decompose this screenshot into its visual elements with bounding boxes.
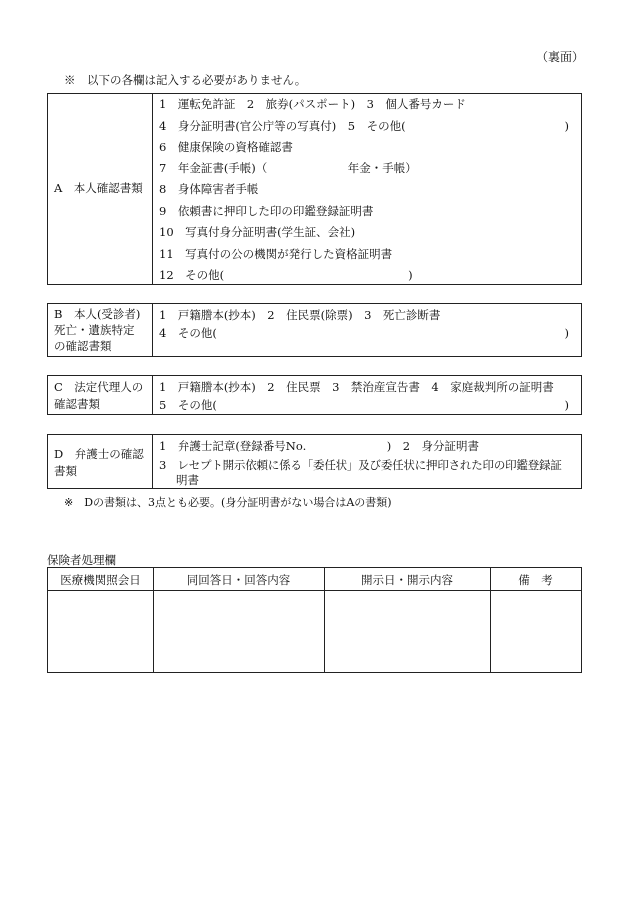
section-a-item-4: 7 年金証書(手帳)（ 年金・手帳） [159,161,417,175]
section-a-item-3: 6 健康保険の資格確認書 [159,140,293,154]
processing-header-reply: 同回答日・回答内容 [186,573,291,587]
section-c-legal-representative-documents [47,375,582,415]
insurer-processing-title: 保険者処理欄 [47,553,116,567]
section-c-item-1: 1 戸籍謄本(抄本) 2 住民票 3 禁治産宣告書 4 家庭裁判所の証明書 [159,380,554,394]
section-d-item-2: 3 レセプト開示依頼に係る「委任状」及び委任状に押印された印の印鑑登録証 [159,458,562,472]
section-c-label-line-1: C 法定代理人の [54,380,144,394]
section-a-item-6: 9 依頼書に押印した印の印鑑登録証明書 [159,204,374,218]
section-a-identity-documents [47,93,582,285]
section-b-label-line-2: 死亡・遺族特定 [54,323,135,337]
section-b-death-documents [47,303,582,357]
section-a-item-2 [159,118,575,134]
note-section-d-requirement: ※ Dの書類は、3点とも必要。(身分証明書がない場合はAの書類) [64,496,392,509]
section-a-item-7: 10 写真付身分証明書(学生証、会社) [159,225,356,239]
section-d-item-1: 1 弁護士記章(登録番号No. ) 2 身分証明書 [159,439,480,453]
section-d-item-2-cont: 明書 [176,473,199,487]
note-no-entry-required: ※ 以下の各欄は記入する必要がありません。 [64,73,307,87]
processing-header-remarks: 備 考 [518,573,553,587]
section-a-item-1: 1 運転免許証 2 旅券(パスポート) 3 個人番号カード [159,97,466,111]
section-a-item-5: 8 身体障害者手帳 [159,182,259,196]
processing-header-inquiry-date: 医療機関照会日 [60,573,141,587]
section-a-items [153,94,581,284]
section-a-label-cell [48,94,153,284]
section-a-item-8: 11 写真付の公の機関が発行した資格証明書 [159,247,393,261]
section-a-label: A 本人確認書類 [54,181,143,195]
section-c-label-cell [48,376,153,414]
section-b-item-1: 1 戸籍謄本(抄本) 2 住民票(除票) 3 死亡診断書 [159,308,441,322]
section-c-label-line-2: 確認書類 [54,397,100,411]
section-d-label-line-1: D 弁護士の確認 [54,447,144,461]
section-b-items [153,304,581,356]
section-b-item-2-text: 4 その他( [159,326,217,340]
section-a-item-9: 12 その他( ) [159,268,413,282]
insurer-processing-table [47,567,582,673]
section-c-item-2 [159,397,575,413]
section-a-item-2-close: ) [564,119,569,133]
section-d-label-line-2: 書類 [54,464,77,478]
page-side-label: （裏面） [536,50,585,64]
section-c-items [153,376,581,414]
section-c-item-2-text: 5 その他( [159,398,217,412]
section-d-lawyer-documents [47,434,582,489]
section-b-item-2 [159,325,575,341]
section-b-label-line-1: B 本人(受診者) [54,307,141,321]
section-b-label-line-3: の確認書類 [54,339,112,353]
section-a-item-2-text: 4 身分証明書(官公庁等の写真付) 5 その他( [159,119,406,133]
section-c-item-2-close: ) [564,398,569,412]
section-d-items [153,435,581,488]
section-d-label-cell [48,435,153,488]
section-b-item-2-close: ) [564,326,569,340]
processing-header-disclosure: 開示日・開示内容 [361,573,453,587]
section-b-label-cell [48,304,153,356]
